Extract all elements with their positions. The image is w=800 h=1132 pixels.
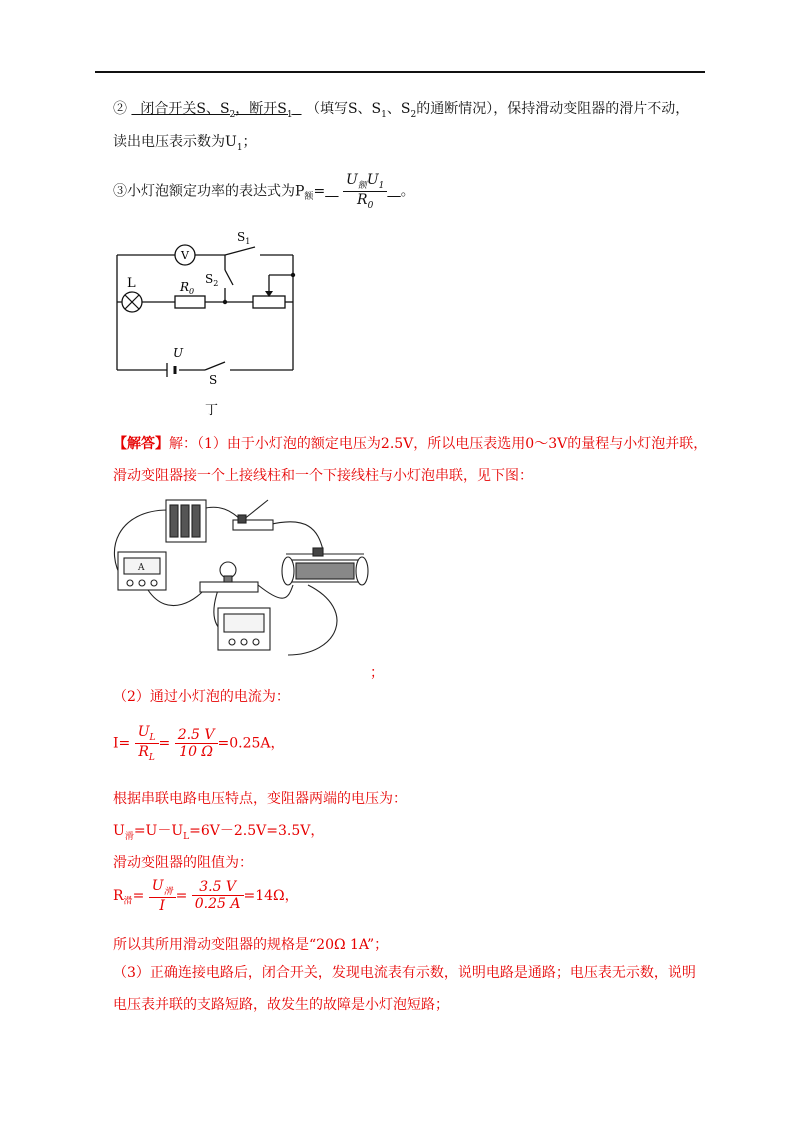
resistor-r0 bbox=[175, 296, 205, 308]
answer-tag: 【解答】 bbox=[113, 436, 169, 452]
s1-label: $S_1$ bbox=[237, 230, 251, 246]
s-label: S bbox=[209, 373, 218, 387]
answer-line7: 所以其所用滑动变阻器的规格是“20Ω 1A”； bbox=[113, 937, 389, 953]
r0-label: $R_0$ bbox=[180, 280, 195, 296]
rheostat-symbol bbox=[253, 296, 285, 308]
lamp-label: L bbox=[127, 276, 136, 291]
answer-line6: 滑动变阻器的阻值为： bbox=[113, 855, 253, 871]
step3-number: ③ bbox=[113, 183, 127, 200]
lamp-on-base bbox=[200, 562, 258, 592]
s2-label: $S_2$ bbox=[205, 272, 219, 288]
knife-switch bbox=[233, 500, 273, 530]
answer-line5: $U_滑=U-U_L=6V-2.5V=3.5V$， bbox=[113, 823, 325, 842]
battery-label: U bbox=[173, 346, 184, 360]
circuit-diagram bbox=[105, 225, 305, 420]
step2-line1 bbox=[113, 98, 689, 120]
power-fraction: $\frac{U_额U_1}{R_0}$ bbox=[343, 172, 387, 211]
svg-text:A: A bbox=[138, 563, 145, 573]
step2-note: （填写S、$S_1$、$S_2$的通断情况），保持滑动变阻器的滑片不动， bbox=[305, 101, 690, 120]
step3-line: ③小灯泡额定功率的表达式为$P_额=$ $\frac{U_额U_1}{R_0}$ 。 bbox=[113, 172, 415, 211]
apparatus-figure bbox=[108, 490, 380, 670]
figure-caption: 丁 bbox=[205, 403, 219, 418]
resistance-formula: $R_滑=$ $\frac{U_滑}{I}$ = $\frac{3.5 V}{0.25 A}$ =14Ω， bbox=[113, 878, 299, 914]
current-formula: I= $\frac{U_L}{R_L}$ = $\frac{2.5 V}{10 \Omega}$ =0.25A， bbox=[113, 724, 285, 763]
answer-line8: （3）正确连接电路后，闭合开关，发现电流表有示数，说明电路是通路；电压表无示数，说明 bbox=[113, 965, 696, 981]
rheostat bbox=[282, 548, 368, 585]
answer-line9: 电压表并联的支路短路，故发生的故障是小灯泡短路； bbox=[113, 997, 449, 1013]
step2-number: ② bbox=[113, 101, 127, 117]
step2-answer: 闭合开关S、$S_2$，断开$S_1$ bbox=[140, 101, 293, 120]
voltmeter-device bbox=[218, 608, 270, 650]
resistance-fraction-2: $\frac{3.5 V}{0.25 A}$ bbox=[192, 879, 244, 912]
current-fraction-2: $\frac{2.5 V}{10 \Omega}$ bbox=[175, 727, 218, 760]
figure-end: ； bbox=[370, 665, 384, 681]
resistance-fraction-1: $\frac{U_滑}{I}$ bbox=[149, 878, 176, 914]
current-fraction-1: $\frac{U_L}{R_L}$ bbox=[135, 724, 159, 763]
voltmeter-label: V bbox=[181, 249, 189, 262]
answer-line2: 滑动变阻器接一个上接线柱和一个下接线柱与小灯泡串联，见下图： bbox=[113, 468, 533, 484]
answer-line1: 【解答】解：（1）由于小灯泡的额定电压为2.5V，所以电压表选用0～3V的量程与小灯泡并联， bbox=[113, 436, 708, 452]
answer-line3: （2）通过小灯泡的电流为： bbox=[113, 689, 290, 705]
answer-line4: 根据串联电路电压特点，变阻器两端的电压为： bbox=[113, 791, 407, 807]
step2-line2: 读出电压表示数为$U_1$； bbox=[113, 134, 257, 153]
ammeter bbox=[118, 552, 166, 590]
battery-box bbox=[166, 500, 206, 542]
top-rule bbox=[95, 71, 705, 73]
